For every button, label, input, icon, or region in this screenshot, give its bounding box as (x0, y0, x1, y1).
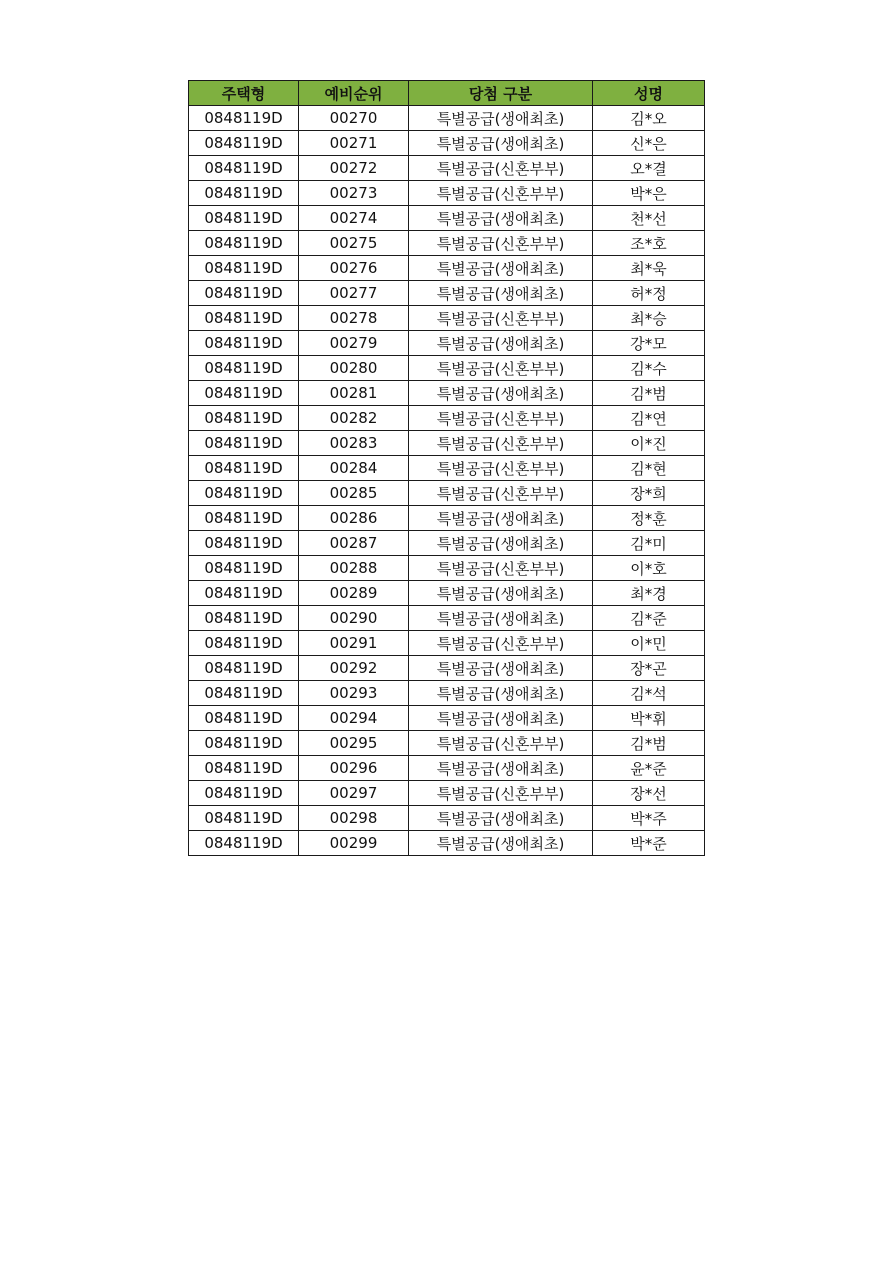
table-row (189, 831, 705, 856)
header-housing-type: 주택형 (189, 81, 299, 106)
cell-name: 신*은 (593, 131, 705, 156)
cell-win-category: 특별공급(신혼부부) (409, 781, 593, 806)
cell-win-category: 특별공급(신혼부부) (409, 356, 593, 381)
cell-housing-type: 0848119D (189, 781, 299, 806)
cell-win-category: 특별공급(신혼부부) (409, 306, 593, 331)
cell-housing-type: 0848119D (189, 681, 299, 706)
cell-reserve-rank: 00292 (299, 656, 409, 681)
cell-win-category: 특별공급(생애최초) (409, 806, 593, 831)
table-row (189, 581, 705, 606)
cell-name: 박*휘 (593, 706, 705, 731)
cell-name: 박*은 (593, 181, 705, 206)
cell-name: 김*석 (593, 681, 705, 706)
cell-win-category: 특별공급(신혼부부) (409, 731, 593, 756)
cell-housing-type: 0848119D (189, 606, 299, 631)
cell-reserve-rank: 00273 (299, 181, 409, 206)
table-row (189, 281, 705, 306)
cell-name: 강*모 (593, 331, 705, 356)
cell-reserve-rank: 00296 (299, 756, 409, 781)
cell-reserve-rank: 00277 (299, 281, 409, 306)
cell-housing-type: 0848119D (189, 106, 299, 131)
cell-housing-type: 0848119D (189, 406, 299, 431)
table-row (189, 481, 705, 506)
table-row (189, 356, 705, 381)
cell-reserve-rank: 00281 (299, 381, 409, 406)
cell-reserve-rank: 00283 (299, 431, 409, 456)
table-row (189, 781, 705, 806)
cell-name: 김*현 (593, 456, 705, 481)
cell-reserve-rank: 00288 (299, 556, 409, 581)
cell-name: 김*연 (593, 406, 705, 431)
cell-housing-type: 0848119D (189, 206, 299, 231)
cell-name: 박*준 (593, 831, 705, 856)
cell-win-category: 특별공급(생애최초) (409, 756, 593, 781)
cell-housing-type: 0848119D (189, 731, 299, 756)
cell-reserve-rank: 00290 (299, 606, 409, 631)
cell-reserve-rank: 00285 (299, 481, 409, 506)
header-row (189, 81, 705, 106)
table-row (189, 756, 705, 781)
cell-housing-type: 0848119D (189, 831, 299, 856)
cell-name: 김*범 (593, 731, 705, 756)
table-row (189, 306, 705, 331)
cell-name: 박*주 (593, 806, 705, 831)
cell-win-category: 특별공급(신혼부부) (409, 181, 593, 206)
cell-name: 장*곤 (593, 656, 705, 681)
cell-housing-type: 0848119D (189, 156, 299, 181)
cell-housing-type: 0848119D (189, 631, 299, 656)
table-header (189, 81, 705, 106)
table-row (189, 256, 705, 281)
cell-reserve-rank: 00298 (299, 806, 409, 831)
cell-reserve-rank: 00272 (299, 156, 409, 181)
cell-win-category: 특별공급(신혼부부) (409, 631, 593, 656)
table-row (189, 531, 705, 556)
cell-win-category: 특별공급(생애최초) (409, 256, 593, 281)
cell-reserve-rank: 00282 (299, 406, 409, 431)
header-win-category: 당첨 구분 (409, 81, 593, 106)
cell-reserve-rank: 00294 (299, 706, 409, 731)
cell-name: 장*선 (593, 781, 705, 806)
cell-housing-type: 0848119D (189, 281, 299, 306)
table-row (189, 231, 705, 256)
cell-win-category: 특별공급(생애최초) (409, 506, 593, 531)
cell-name: 윤*준 (593, 756, 705, 781)
cell-reserve-rank: 00275 (299, 231, 409, 256)
cell-reserve-rank: 00280 (299, 356, 409, 381)
cell-housing-type: 0848119D (189, 331, 299, 356)
cell-win-category: 특별공급(신혼부부) (409, 456, 593, 481)
table-row (189, 381, 705, 406)
table-row (189, 106, 705, 131)
cell-reserve-rank: 00279 (299, 331, 409, 356)
cell-win-category: 특별공급(생애최초) (409, 681, 593, 706)
cell-reserve-rank: 00287 (299, 531, 409, 556)
cell-name: 김*미 (593, 531, 705, 556)
cell-housing-type: 0848119D (189, 456, 299, 481)
cell-reserve-rank: 00276 (299, 256, 409, 281)
cell-housing-type: 0848119D (189, 231, 299, 256)
cell-name: 최*경 (593, 581, 705, 606)
cell-housing-type: 0848119D (189, 706, 299, 731)
cell-reserve-rank: 00284 (299, 456, 409, 481)
table-row (189, 681, 705, 706)
table-row (189, 731, 705, 756)
cell-name: 허*정 (593, 281, 705, 306)
cell-reserve-rank: 00295 (299, 731, 409, 756)
cell-win-category: 특별공급(생애최초) (409, 331, 593, 356)
cell-name: 김*오 (593, 106, 705, 131)
table-row (189, 606, 705, 631)
cell-housing-type: 0848119D (189, 531, 299, 556)
cell-win-category: 특별공급(생애최초) (409, 831, 593, 856)
table-row (189, 456, 705, 481)
cell-housing-type: 0848119D (189, 131, 299, 156)
cell-name: 조*호 (593, 231, 705, 256)
cell-win-category: 특별공급(신혼부부) (409, 231, 593, 256)
cell-reserve-rank: 00278 (299, 306, 409, 331)
cell-reserve-rank: 00270 (299, 106, 409, 131)
cell-win-category: 특별공급(생애최초) (409, 106, 593, 131)
cell-housing-type: 0848119D (189, 256, 299, 281)
cell-win-category: 특별공급(신혼부부) (409, 156, 593, 181)
cell-reserve-rank: 00274 (299, 206, 409, 231)
table-row (189, 506, 705, 531)
cell-win-category: 특별공급(생애최초) (409, 281, 593, 306)
table-row (189, 156, 705, 181)
cell-win-category: 특별공급(생애최초) (409, 656, 593, 681)
cell-name: 최*욱 (593, 256, 705, 281)
cell-reserve-rank: 00291 (299, 631, 409, 656)
table-row (189, 206, 705, 231)
winner-list-table (188, 80, 705, 856)
cell-name: 천*선 (593, 206, 705, 231)
cell-housing-type: 0848119D (189, 806, 299, 831)
table-row (189, 806, 705, 831)
cell-win-category: 특별공급(신혼부부) (409, 406, 593, 431)
table-row (189, 331, 705, 356)
table-row (189, 556, 705, 581)
cell-win-category: 특별공급(생애최초) (409, 131, 593, 156)
cell-housing-type: 0848119D (189, 431, 299, 456)
cell-name: 장*희 (593, 481, 705, 506)
cell-win-category: 특별공급(신혼부부) (409, 556, 593, 581)
cell-win-category: 특별공급(생애최초) (409, 606, 593, 631)
cell-housing-type: 0848119D (189, 381, 299, 406)
cell-win-category: 특별공급(생애최초) (409, 706, 593, 731)
table-row (189, 431, 705, 456)
cell-name: 김*범 (593, 381, 705, 406)
cell-win-category: 특별공급(생애최초) (409, 206, 593, 231)
cell-name: 이*호 (593, 556, 705, 581)
cell-name: 김*준 (593, 606, 705, 631)
table-row (189, 406, 705, 431)
cell-reserve-rank: 00299 (299, 831, 409, 856)
cell-housing-type: 0848119D (189, 756, 299, 781)
cell-reserve-rank: 00286 (299, 506, 409, 531)
header-reserve-rank: 예비순위 (299, 81, 409, 106)
table-row (189, 131, 705, 156)
cell-reserve-rank: 00289 (299, 581, 409, 606)
cell-housing-type: 0848119D (189, 581, 299, 606)
cell-name: 오*결 (593, 156, 705, 181)
cell-win-category: 특별공급(신혼부부) (409, 481, 593, 506)
cell-reserve-rank: 00293 (299, 681, 409, 706)
cell-name: 최*승 (593, 306, 705, 331)
cell-housing-type: 0848119D (189, 556, 299, 581)
cell-name: 이*진 (593, 431, 705, 456)
header-name: 성명 (593, 81, 705, 106)
table-row (189, 706, 705, 731)
cell-reserve-rank: 00297 (299, 781, 409, 806)
cell-name: 김*수 (593, 356, 705, 381)
cell-win-category: 특별공급(생애최초) (409, 531, 593, 556)
cell-housing-type: 0848119D (189, 181, 299, 206)
cell-housing-type: 0848119D (189, 506, 299, 531)
cell-housing-type: 0848119D (189, 306, 299, 331)
cell-name: 이*민 (593, 631, 705, 656)
cell-win-category: 특별공급(생애최초) (409, 381, 593, 406)
table-body (189, 106, 705, 856)
cell-win-category: 특별공급(생애최초) (409, 581, 593, 606)
table-row (189, 656, 705, 681)
cell-reserve-rank: 00271 (299, 131, 409, 156)
cell-housing-type: 0848119D (189, 356, 299, 381)
cell-name: 정*훈 (593, 506, 705, 531)
cell-housing-type: 0848119D (189, 481, 299, 506)
table-row (189, 631, 705, 656)
cell-win-category: 특별공급(신혼부부) (409, 431, 593, 456)
cell-housing-type: 0848119D (189, 656, 299, 681)
table-row (189, 181, 705, 206)
